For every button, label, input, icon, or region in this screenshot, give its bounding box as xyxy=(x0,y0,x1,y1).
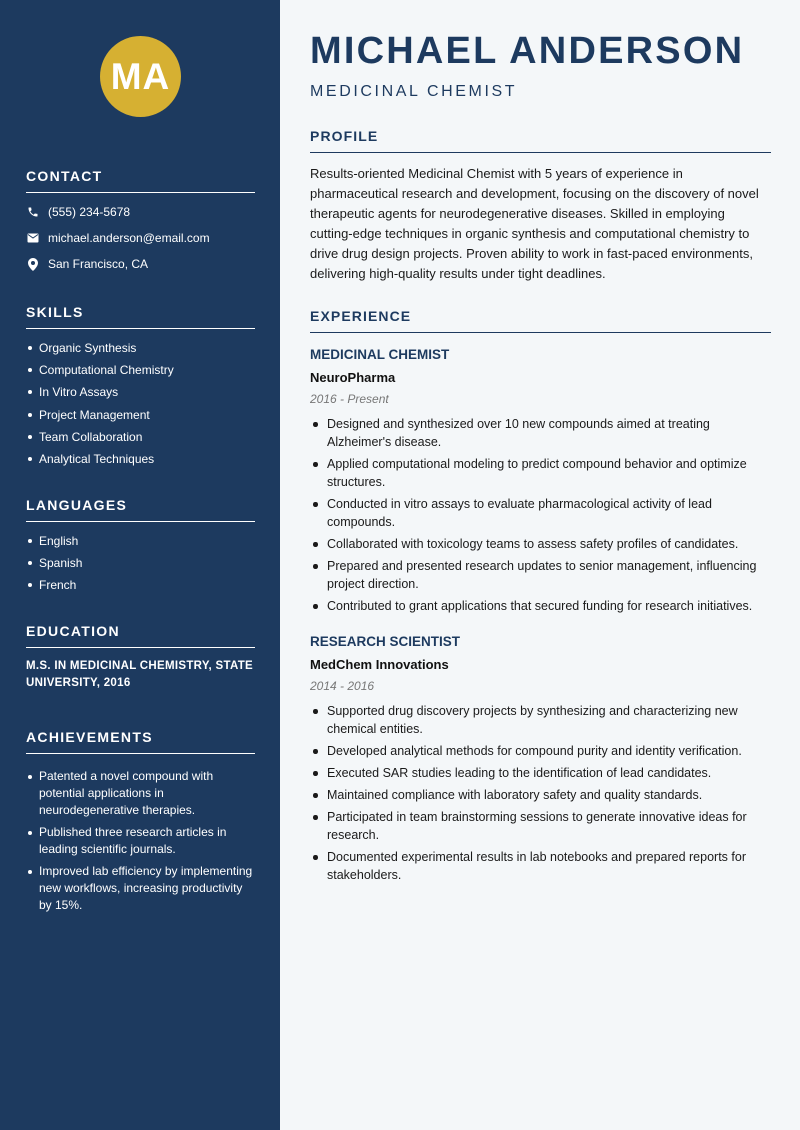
languages-heading: LANGUAGES xyxy=(26,497,255,522)
skill-item: Analytical Techniques xyxy=(26,448,255,470)
job-bullets xyxy=(310,415,771,615)
contact-location-text: San Francisco, CA xyxy=(48,257,149,271)
contact-location xyxy=(26,251,255,277)
contact-phone-text: (555) 234-5678 xyxy=(48,205,131,219)
job-bullets xyxy=(310,702,771,884)
skill-item: Organic Synthesis xyxy=(26,337,255,359)
job-title: MEDICINAL CHEMIST xyxy=(310,347,450,362)
job-title: RESEARCH SCIENTIST xyxy=(310,634,461,649)
phone-icon xyxy=(26,206,39,219)
achievement-item: Patented a novel compound with potential applications in neurodegenerative therapies. xyxy=(26,768,255,819)
profile-text: Results-oriented Medicinal Chemist with 5 years of experience in pharmaceutical research and development, focusing on the discovery of novel therapeutic agents for neurodegenerative diseases. Skilled in employing cutting-edge techniques in organic synthesis and computational chemistry to drive drug design projects. Proven ability to work in fast-paced environments, delivering high-quality results under tight deadlines. xyxy=(310,166,759,281)
job-company: NeuroPharma xyxy=(310,370,396,385)
candidate-name: MICHAEL ANDERSON xyxy=(310,30,745,72)
education-degree: M.S. IN MEDICINAL CHEMISTRY, STATE UNIVERSITY, 2016 xyxy=(26,660,254,689)
candidate-role: MEDICINAL CHEMIST xyxy=(310,83,518,100)
sidebar xyxy=(0,0,280,1130)
job-dates: 2014 - 2016 xyxy=(310,679,375,693)
language-item: English xyxy=(26,530,255,552)
job-bullet: Prepared and presented research updates to senior management, influencing project direction. xyxy=(310,557,771,593)
job-bullet: Contributed to grant applications that secured funding for research initiatives. xyxy=(310,597,771,615)
contact-email[interactable] xyxy=(26,225,255,251)
achievements-list xyxy=(26,768,255,914)
contact-heading: CONTACT xyxy=(26,168,255,193)
email-icon xyxy=(26,232,39,245)
experience-section xyxy=(310,308,771,333)
language-item: French xyxy=(26,574,255,596)
avatar-initials: MA xyxy=(100,36,181,117)
contact-phone[interactable] xyxy=(26,199,255,225)
job-bullet: Applied computational modeling to predict compound behavior and optimize structures. xyxy=(310,455,771,491)
achievement-item: Improved lab efficiency by implementing new workflows, increasing productivity by 15%. xyxy=(26,863,255,914)
profile-section xyxy=(310,128,771,284)
job-dates: 2016 - Present xyxy=(310,392,389,406)
job-bullet: Maintained compliance with laboratory safety and quality standards. xyxy=(310,786,771,804)
job-bullet: Designed and synthesized over 10 new compounds aimed at treating Alzheimer's disease. xyxy=(310,415,771,451)
skill-item: In Vitro Assays xyxy=(26,381,255,403)
languages-list xyxy=(26,530,255,597)
job-bullet: Developed analytical methods for compound purity and identity verification. xyxy=(310,742,771,760)
education-section xyxy=(26,623,255,692)
language-item: Spanish xyxy=(26,552,255,574)
education-heading: EDUCATION xyxy=(26,623,255,648)
skill-item: Team Collaboration xyxy=(26,426,255,448)
job-company: MedChem Innovations xyxy=(310,657,449,672)
job-bullet: Collaborated with toxicology teams to assess safety profiles of candidates. xyxy=(310,535,771,553)
job-entry xyxy=(310,633,771,888)
skills-section xyxy=(26,304,255,470)
achievements-section xyxy=(26,729,255,919)
skills-heading: SKILLS xyxy=(26,304,255,329)
skill-item: Project Management xyxy=(26,404,255,426)
job-bullet: Participated in team brainstorming sessions to generate innovative ideas for research. xyxy=(310,808,771,844)
job-bullet: Executed SAR studies leading to the identification of lead candidates. xyxy=(310,764,771,782)
achievement-item: Published three research articles in leading scientific journals. xyxy=(26,824,255,858)
skills-list xyxy=(26,337,255,470)
location-pin-icon xyxy=(26,258,39,271)
profile-heading: PROFILE xyxy=(310,128,771,153)
job-bullet: Supported drug discovery projects by synthesizing and characterizing new chemical entities. xyxy=(310,702,771,738)
achievements-heading: ACHIEVEMENTS xyxy=(26,729,255,754)
languages-section xyxy=(26,497,255,597)
job-entry xyxy=(310,346,771,619)
job-bullet: Documented experimental results in lab notebooks and prepared reports for stakeholders. xyxy=(310,848,771,884)
experience-heading: EXPERIENCE xyxy=(310,308,771,333)
job-bullet: Conducted in vitro assays to evaluate pharmacological activity of lead compounds. xyxy=(310,495,771,531)
skill-item: Computational Chemistry xyxy=(26,359,255,381)
contact-section xyxy=(26,168,255,277)
contact-email-text: michael.anderson@email.com xyxy=(48,231,210,245)
